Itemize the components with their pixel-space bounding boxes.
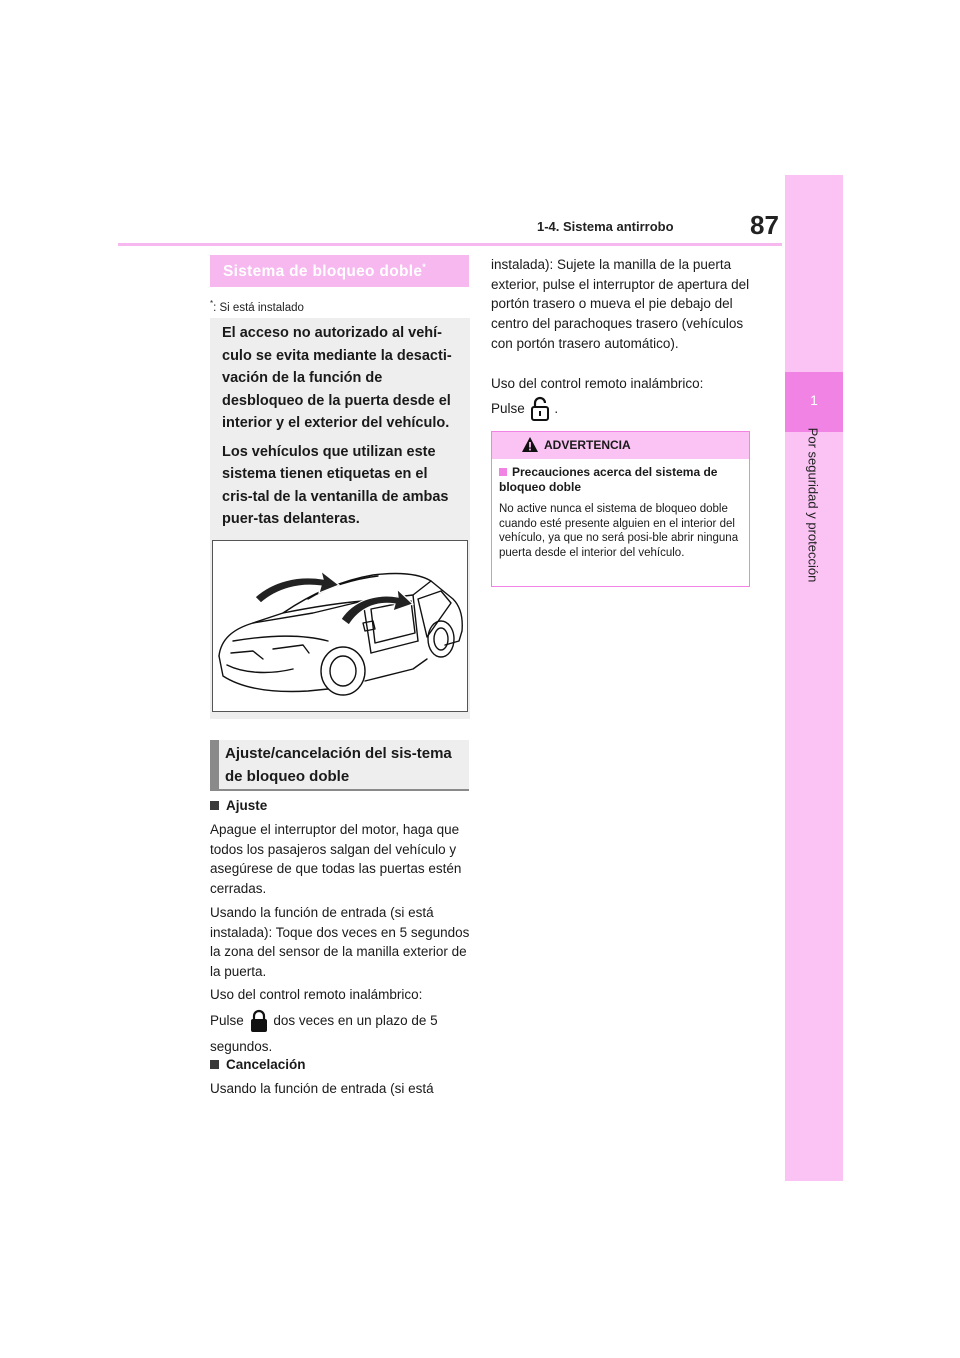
warning-box (491, 431, 750, 587)
intro-paragraph-2: Los vehículos que utilizan este sistema tienen etiquetas en el cris-tal de la ventanilla de ambas puer-tas delanteras. (222, 443, 449, 527)
chapter-tab (785, 175, 843, 1181)
chapter-number: 1 (810, 392, 818, 408)
section-title-double-lock: Sistema de bloqueo doble* (210, 255, 469, 287)
header-rule (118, 243, 782, 246)
ajuste-paragraph-2: Usando la función de entrada (si está instalada): Toque dos veces en 5 segundos la zona del sensor de la manilla exterior de la puerta. (210, 905, 470, 979)
warning-header (492, 432, 749, 459)
page-number: 87 (750, 210, 779, 240)
ajuste-paragraph-3: Uso del control remoto inalámbrico: (210, 987, 423, 1002)
bullet-square-icon (210, 801, 219, 810)
ajuste-paragraph-1: Apague el interruptor del motor, haga que todos los pasajeros salgan del vehículo y asegúrese de que todas las puertas estén cerradas. (210, 822, 462, 896)
warning-triangle-icon (521, 436, 539, 453)
cancel-paragraph-1: Usando la función de entrada (si está (210, 1081, 434, 1096)
bullet-square-icon (499, 468, 507, 476)
cancel-paragraph-2: Uso del control remoto inalámbrico: (491, 376, 704, 391)
subheading-ajuste: Ajuste (210, 798, 267, 813)
warning-title: ADVERTENCIA (544, 438, 631, 452)
section-title-adjust-cancel: Ajuste/cancelación del sis-tema de bloqueo doble (210, 740, 469, 791)
ajuste-paragraph-4: Pulse dos veces en un plazo de 5 segundos. (210, 1008, 470, 1060)
subheading-cancelacion: Cancelación (210, 1057, 306, 1072)
header-section-title: 1-4. Sistema antirrobo (537, 219, 674, 234)
car-illustration (212, 540, 468, 712)
warning-subtitle: Precauciones acerca del sistema de bloqueo doble (499, 465, 718, 494)
warning-body: No active nunca el sistema de bloqueo doble cuando esté presente alguien en el interior del vehículo, ya que no será posi-ble abrir ninguna puerta desde el interior del vehículo. (499, 503, 739, 559)
cancel-paragraph-3: Pulse . (491, 396, 753, 422)
intro-paragraph-1: El acceso no autorizado al vehí-culo se evita mediante la desacti-vación de la función de desbloqueo de la puerta desde el interior y el exterior del vehículo. (222, 325, 452, 431)
lock-closed-icon (248, 1008, 270, 1034)
bullet-square-icon (210, 1060, 219, 1069)
lock-open-icon (529, 396, 551, 422)
car-drawing (213, 541, 467, 711)
footnote: *: Si está instalado (210, 299, 304, 314)
cancel-paragraph-1-continued: instalada): Sujete la manilla de la puerta exterior, pulse el interruptor de apertura del portón trasero o mueva el pie debajo del centro del parachoques trasero (vehículos con portón trasero automático). (491, 257, 750, 351)
